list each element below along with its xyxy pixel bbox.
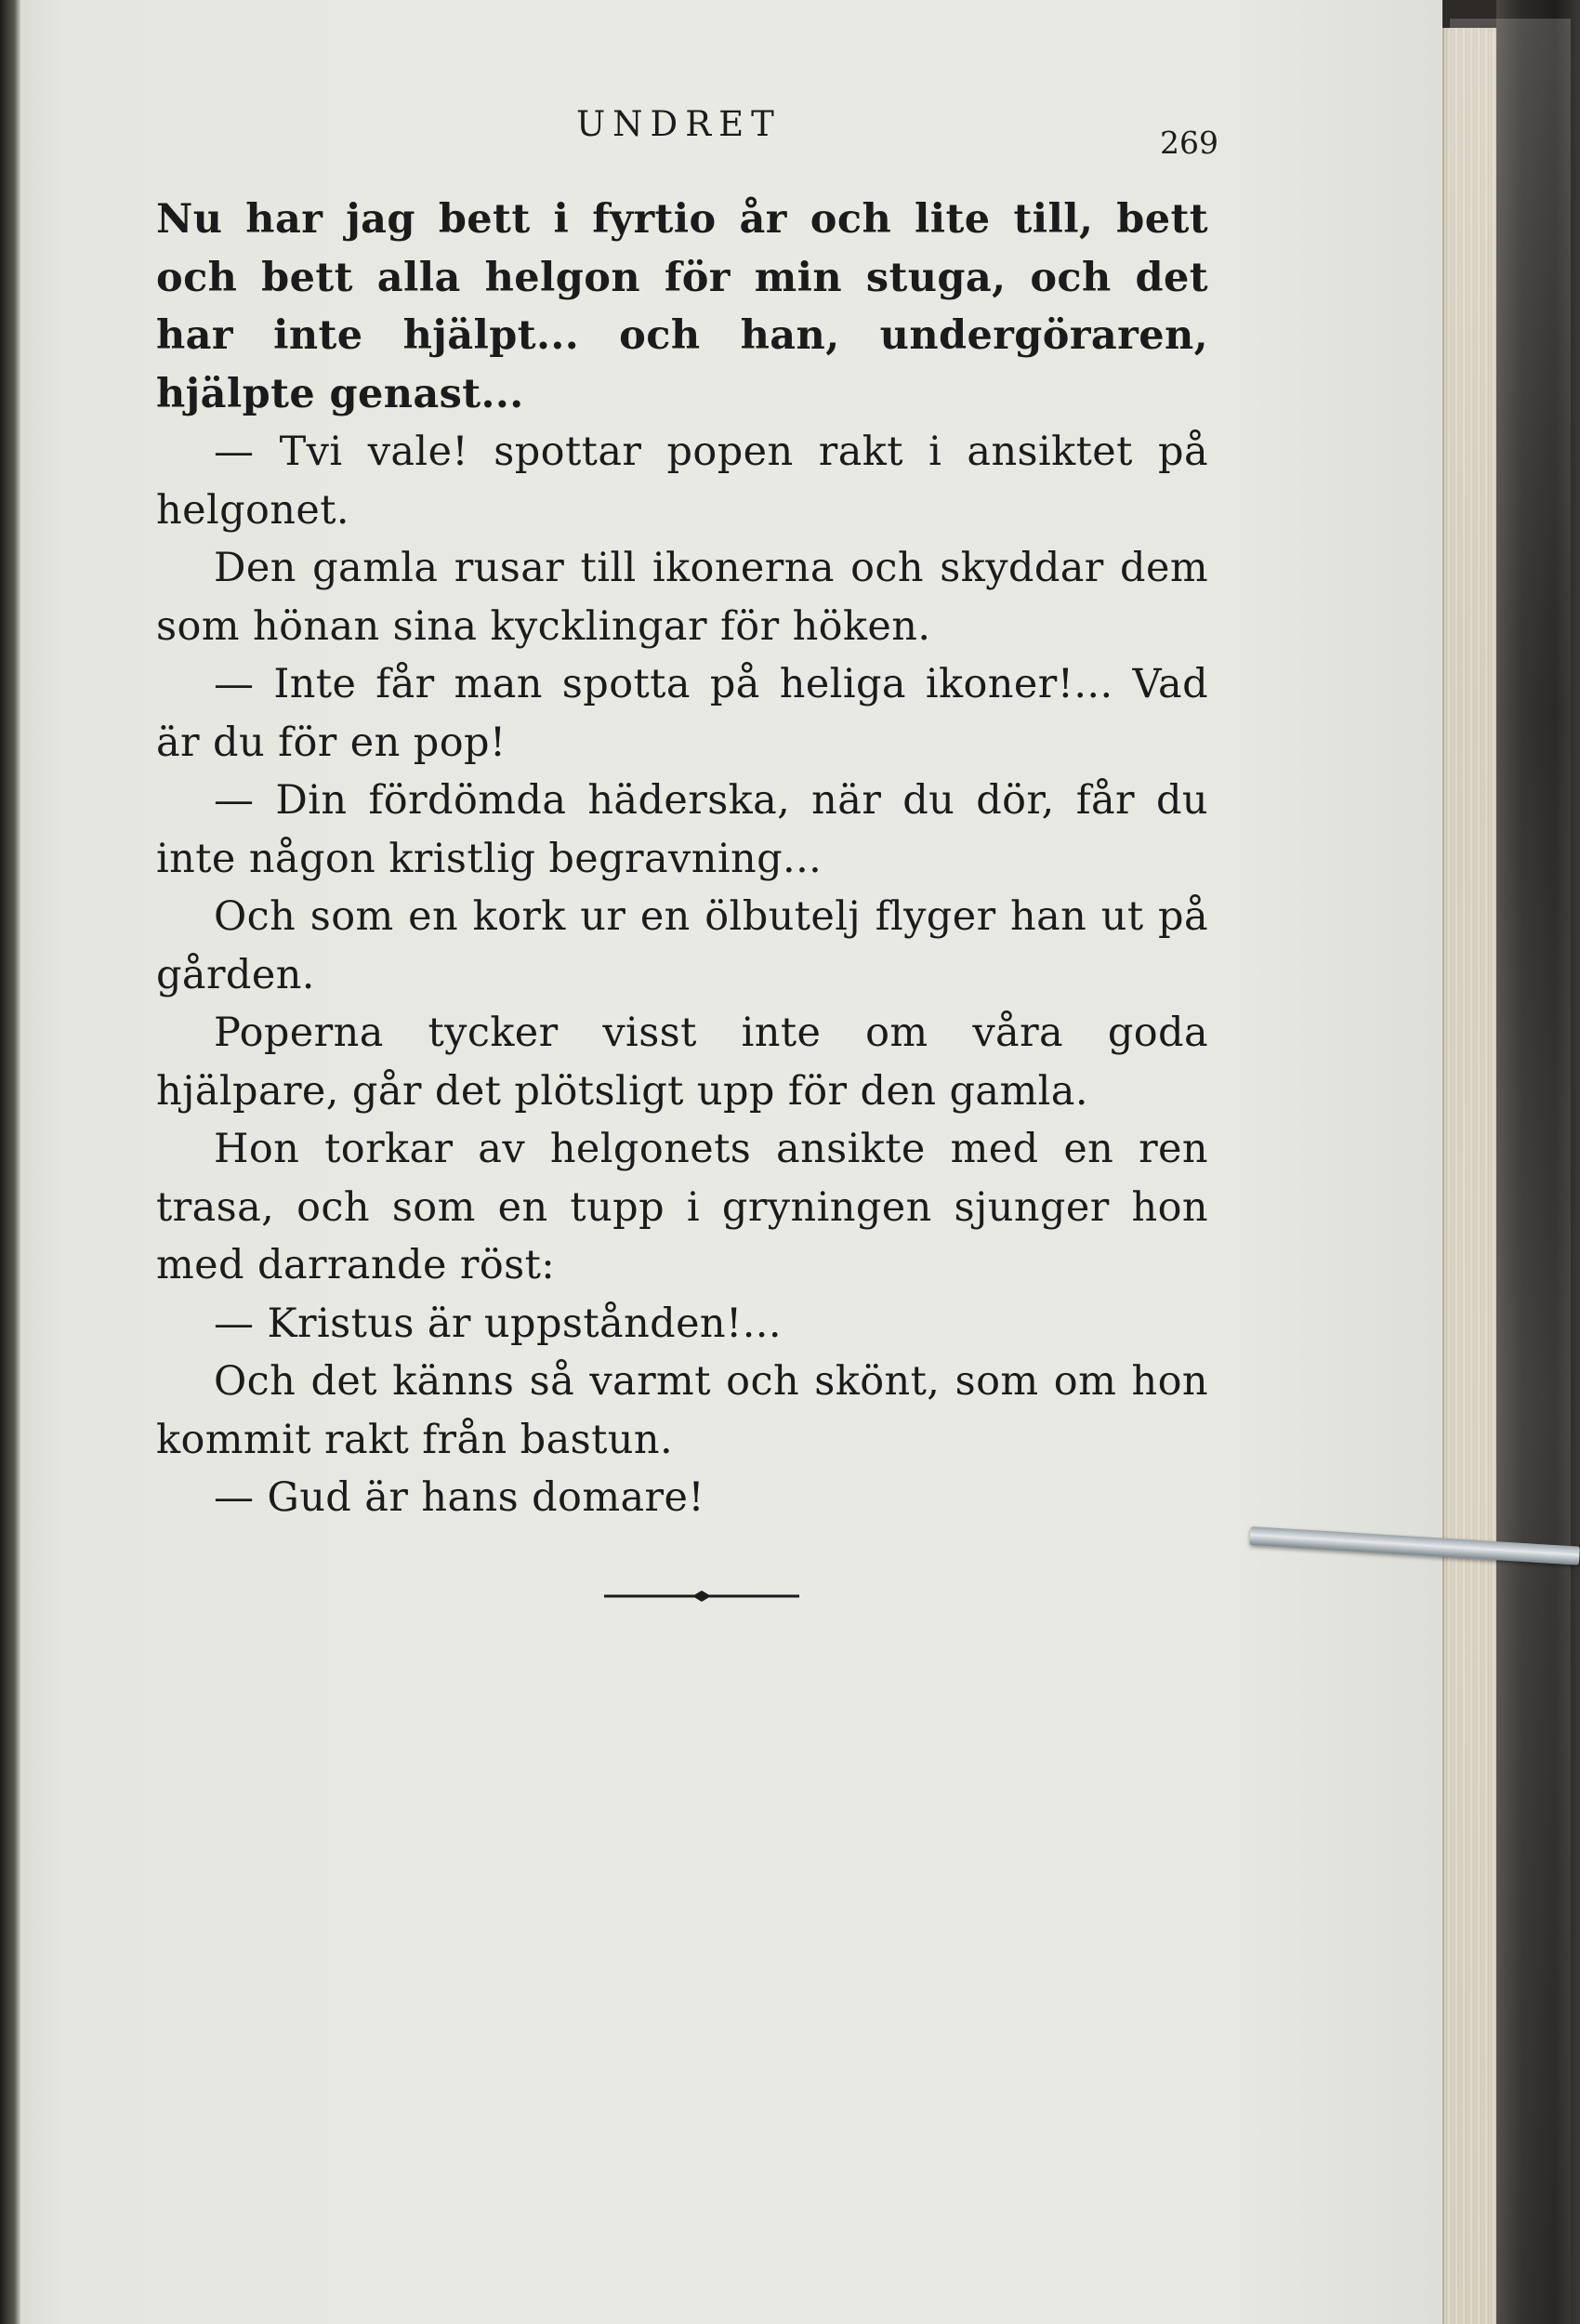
- page-number: 269: [1160, 125, 1218, 161]
- paragraph: — Din fördömda häderska, när du dör, får du inte någon kristlig begravning...: [156, 777, 1208, 882]
- page-edges: [1442, 28, 1498, 2324]
- paragraph: — Gud är hans domare!: [214, 1474, 705, 1521]
- running-head: UNDRET: [576, 104, 782, 144]
- paragraph: — Tvi vale! spottar popen rakt i ansiktet på helgonet.: [156, 429, 1208, 534]
- paragraph: Hon torkar av helgonets ansikte med en ren trasa, och som en tupp i gryningen sjunger hon med darrande röst:: [156, 1126, 1208, 1288]
- paragraph: — Kristus är uppstånden!...: [214, 1300, 782, 1347]
- book-gutter-left: [0, 0, 20, 2324]
- end-ornament-icon: [604, 1590, 799, 1603]
- paragraph: Poperna tycker visst inte om våra goda hjälpare, går det plötsligt upp för den gamla.: [156, 1010, 1208, 1115]
- paragraph: Och det känns så varmt och skönt, som om hon kommit rakt från bastun.: [156, 1358, 1208, 1463]
- paragraph: — Inte får man spotta på heliga ikoner!... Vad är du för en pop!: [156, 661, 1208, 766]
- book-cover: [1496, 0, 1580, 2324]
- paragraph: Och som en kork ur en ölbutelj flyger han ut på gården.: [156, 893, 1208, 998]
- paragraph: Nu har jag bett i fyrtio år och lite till, bett och bett alla helgon för min stuga, och det har inte hjälpt... och han, undergöraren, hjälpte genast...: [156, 196, 1208, 417]
- body-text: [156, 191, 1208, 1527]
- paragraph: Den gamla rusar till ikonerna och skyddar dem som hönan sina kycklingar för höken.: [156, 545, 1208, 650]
